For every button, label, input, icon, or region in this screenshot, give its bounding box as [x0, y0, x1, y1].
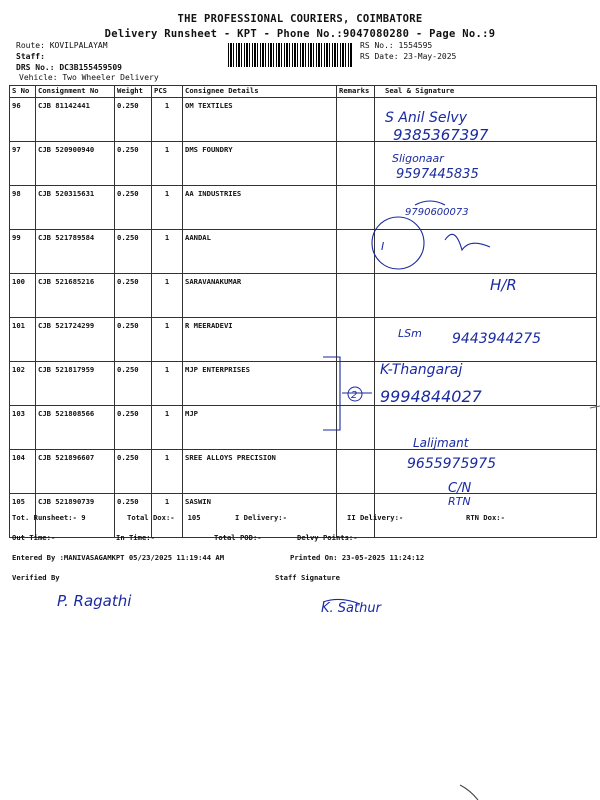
hw-row104-phone: 9655975975: [407, 456, 497, 472]
col-consignment: Consignment No: [36, 86, 115, 98]
runsheet-subtitle: Delivery Runsheet - KPT - Phone No.:9047080280 - Page No.:9: [104, 28, 496, 40]
vehicle-label: Vehicle: Two Wheeler Delivery: [19, 73, 159, 82]
cell-consignee: R MEERADEVI: [183, 318, 337, 362]
hw-row102-name: K-Thangaraj: [380, 362, 463, 378]
hw-row101-phone: 9443944275: [452, 331, 542, 347]
hw-staff-signature: K. Sathur: [321, 601, 381, 616]
cell-sno: 98: [10, 186, 36, 230]
hw-row97-name: Sligonaar: [392, 152, 444, 165]
cell-consignment: CJB 521685216: [36, 274, 115, 318]
cell-consignment: CJB 521817959: [36, 362, 115, 406]
cell-consignee: SASWIN: [183, 494, 337, 538]
hw-row104-sig: Lalijmant: [413, 436, 469, 450]
cell-weight: 0.250: [115, 406, 152, 450]
cell-weight: 0.250: [115, 142, 152, 186]
cell-weight: 0.250: [115, 230, 152, 274]
col-sno: S No: [10, 86, 36, 98]
col-consignee: Consignee Details: [183, 86, 337, 98]
col-remarks: Remarks: [337, 86, 375, 98]
cell-weight: 0.250: [115, 98, 152, 142]
tot-runsheet: Tot. Runsheet:- 9: [12, 513, 86, 522]
cell-consignment: CJB 521724299: [36, 318, 115, 362]
staff-signature-label: Staff Signature: [275, 573, 340, 582]
cell-consignment: CJB 521890739: [36, 494, 115, 538]
cell-pcs: 1: [152, 362, 183, 406]
signature-row99: [445, 234, 490, 250]
rs-date: RS Date: 23-May-2025: [360, 52, 457, 61]
cell-pcs: 1: [152, 98, 183, 142]
cell-pcs: 1: [152, 186, 183, 230]
cell-consignment: CJB 81142441: [36, 98, 115, 142]
hw-row105-note2: RTN: [448, 495, 471, 508]
cell-consignee: DMS FOUNDRY: [183, 142, 337, 186]
verified-by-label: Verified By: [12, 573, 60, 582]
cell-weight: 0.250: [115, 362, 152, 406]
hw-row99-initial: I: [381, 240, 385, 253]
drs-number: DRS No.: DC3B155459509: [16, 63, 122, 72]
cell-pcs: 1: [152, 142, 183, 186]
cell-pcs: 1: [152, 318, 183, 362]
page-edge-mark: [590, 406, 600, 408]
ii-delivery: II Delivery:-: [347, 513, 404, 522]
cell-consignee: OM TEXTILES: [183, 98, 337, 142]
bracket-rows102-103: [323, 357, 340, 430]
staff-label: Staff:: [16, 52, 45, 61]
cell-consignee: SREE ALLOYS PRECISION: [183, 450, 337, 494]
cell-weight: 0.250: [115, 450, 152, 494]
cell-consignment: CJB 521896607: [36, 450, 115, 494]
cell-pcs: 1: [152, 230, 183, 274]
cell-pcs: 1: [152, 494, 183, 538]
cell-sno: 105: [10, 494, 36, 538]
cell-weight: 0.250: [115, 186, 152, 230]
cell-pcs: 1: [152, 274, 183, 318]
hw-row105-note1: C/N: [448, 481, 472, 496]
cell-sno: 104: [10, 450, 36, 494]
col-seal: Seal & Signature: [375, 86, 597, 98]
cell-consignee: SARAVANAKUMAR: [183, 274, 337, 318]
hw-row103-phone: 9994844027: [380, 387, 482, 406]
rs-number: RS No.: 1554595: [360, 41, 433, 50]
scribble-row98: [415, 201, 445, 205]
cell-weight: 0.250: [115, 494, 152, 538]
route-label: Route: KOVILPALAYAM: [16, 41, 108, 50]
cell-sno: 100: [10, 274, 36, 318]
cell-consignment: CJB 521789584: [36, 230, 115, 274]
cell-pcs: 1: [152, 450, 183, 494]
in-time: In Time:-: [116, 533, 155, 542]
cell-consignee: AA INDUSTRIES: [183, 186, 337, 230]
hw-row98-phone: 9790600073: [405, 207, 469, 218]
hw-row101-name: LSm: [398, 327, 422, 340]
delvy-points: Delvy Points:-: [297, 533, 358, 542]
cell-sno: 97: [10, 142, 36, 186]
page-corner-mark: [460, 785, 478, 800]
hw-row97-phone: 9597445835: [396, 167, 479, 182]
cell-consignment: CJB 520900940: [36, 142, 115, 186]
col-pcs: PCS: [152, 86, 183, 98]
printed-on: Printed On: 23-05-2025 11:24:12: [290, 553, 425, 562]
hw-row96-name: S Anil Selvy: [385, 110, 467, 126]
hw-row96-phone: 9385367397: [393, 126, 489, 144]
cell-consignment: CJB 521808566: [36, 406, 115, 450]
cell-consignee: MJP: [183, 406, 337, 450]
cell-sno: 102: [10, 362, 36, 406]
cell-sno: 96: [10, 98, 36, 142]
cell-sno: 99: [10, 230, 36, 274]
cell-consignee: MJP ENTERPRISES: [183, 362, 337, 406]
i-delivery: I Delivery:-: [235, 513, 287, 522]
cell-weight: 0.250: [115, 274, 152, 318]
company-title: THE PROFESSIONAL COURIERS, COIMBATORE: [177, 13, 423, 25]
cell-consignment: CJB 520315631: [36, 186, 115, 230]
cell-sno: 101: [10, 318, 36, 362]
cell-pcs: 1: [152, 406, 183, 450]
cell-consignee: AANDAL: [183, 230, 337, 274]
total-pod: Total POD:-: [214, 533, 262, 542]
entered-by: Entered By :MANIVASAGAMKPT 05/23/2025 11:19:44 AM: [12, 553, 225, 562]
cell-sno: 103: [10, 406, 36, 450]
total-dox: Total Dox:- 105: [127, 513, 201, 522]
cell-weight: 0.250: [115, 318, 152, 362]
col-weight: Weight: [115, 86, 152, 98]
rtn-dox: RTN Dox:-: [466, 513, 505, 522]
hw-row100-note: H/R: [490, 276, 517, 294]
hw-row103-circle-num: 2: [351, 390, 358, 401]
out-time: Out Time:-: [12, 533, 56, 542]
hw-verified-signature: P. Ragathi: [57, 592, 132, 610]
stamp-circle-row99: [372, 217, 424, 269]
